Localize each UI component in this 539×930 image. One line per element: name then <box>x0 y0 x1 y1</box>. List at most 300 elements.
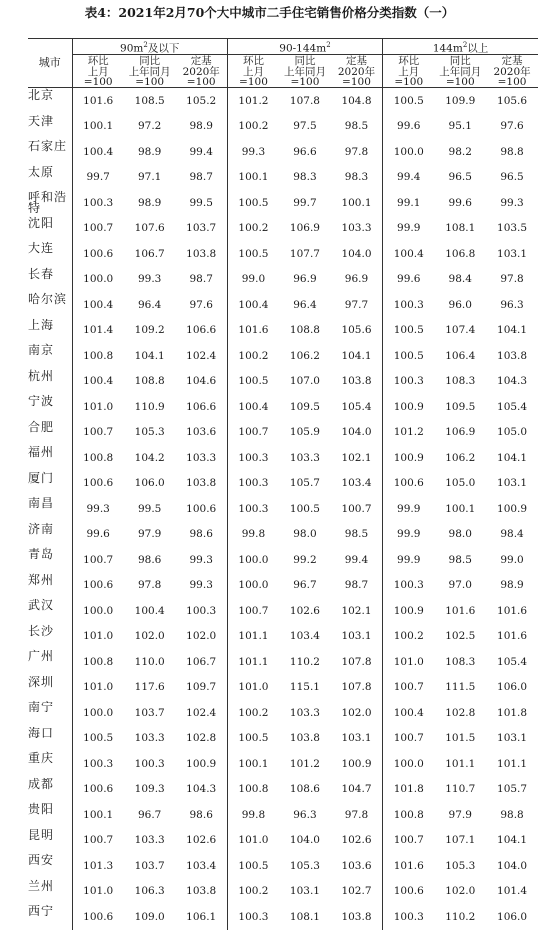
index-value-cell: 109.5 <box>289 400 320 413</box>
city-name-cell: 长春 <box>28 266 55 281</box>
table-row <box>28 394 538 420</box>
index-value-cell: 98.7 <box>344 579 369 592</box>
index-value-cell: 104.1 <box>497 451 528 464</box>
index-value-cell: 98.7 <box>189 171 213 184</box>
index-value-cell: 100.2 <box>227 114 279 140</box>
table-row <box>28 777 538 803</box>
index-value-cell: 97.9 <box>137 528 162 541</box>
index-value-cell: 110.2 <box>289 655 320 668</box>
index-value-cell: 117.6 <box>134 681 165 694</box>
index-value-cell: 101.0 <box>72 675 124 701</box>
index-value-cell: 103.3 <box>341 222 372 235</box>
table-row <box>28 445 538 471</box>
table-row <box>28 828 538 854</box>
index-value-cell: 100.8 <box>72 343 124 369</box>
table-body <box>28 88 538 930</box>
index-value-cell: 100.0 <box>383 751 435 777</box>
index-value-cell: 101.0 <box>383 649 435 675</box>
table-row <box>28 267 538 293</box>
index-value-cell: 101.4 <box>497 885 528 898</box>
table-row <box>28 904 538 930</box>
index-value-cell: 100.5 <box>227 241 279 267</box>
index-value-cell: 100.3 <box>383 369 435 395</box>
index-value-cell: 103.7 <box>134 859 165 872</box>
index-value-cell: 100.5 <box>227 190 279 216</box>
index-value-cell: 102.6 <box>341 834 372 847</box>
index-value-cell: 110.0 <box>134 655 165 668</box>
table-row <box>28 369 538 395</box>
index-value-cell: 98.3 <box>293 171 317 184</box>
index-value-cell: 100.3 <box>227 904 279 930</box>
index-value-cell: 104.3 <box>497 375 528 388</box>
city-name-cell: 厦门 <box>28 470 55 485</box>
city-name-cell: 沈阳 <box>28 215 55 230</box>
group-header-medium: $90-144m^2$ <box>227 39 382 55</box>
index-value-cell: 100.4 <box>383 241 435 267</box>
index-value-cell: 100.0 <box>227 573 279 599</box>
table-row <box>28 726 538 752</box>
index-value-cell: 102.4 <box>186 349 217 362</box>
index-value-cell: 103.7 <box>186 222 217 235</box>
index-value-cell: 97.8 <box>137 579 162 592</box>
index-value-cell: 99.5 <box>189 196 213 209</box>
index-value-cell: 100.0 <box>227 547 279 573</box>
city-name-cell: 贵阳 <box>28 802 55 816</box>
index-value-cell: 100.6 <box>186 502 217 515</box>
index-value-cell: 100.3 <box>227 496 279 522</box>
index-value-cell: 100.3 <box>134 757 165 770</box>
table-row <box>28 879 538 905</box>
index-value-cell: 102.0 <box>186 630 217 643</box>
index-value-cell: 105.0 <box>497 426 528 439</box>
index-value-cell: 100.3 <box>383 904 435 930</box>
index-value-cell: 104.1 <box>497 834 528 847</box>
index-value-cell: 104.8 <box>341 94 372 107</box>
index-value-cell: 102.0 <box>341 706 372 719</box>
index-value-cell: 101.5 <box>445 732 476 745</box>
index-value-cell: 100.2 <box>227 700 279 726</box>
index-value-cell: 99.4 <box>383 165 435 191</box>
index-value-cell: 108.8 <box>289 324 320 337</box>
index-value-cell: 104.1 <box>134 349 165 362</box>
index-value-cell: 100.9 <box>341 757 372 770</box>
index-value-cell: 100.2 <box>383 624 435 650</box>
header-sub1-cell: 定基 <box>345 55 367 67</box>
city-name-cell: 西安 <box>28 853 55 867</box>
header-sub3-cell: =100 <box>279 77 331 88</box>
index-value-cell: 106.4 <box>445 349 476 362</box>
index-value-cell: 100.5 <box>227 726 279 752</box>
index-value-cell: 101.2 <box>383 420 435 446</box>
index-value-cell: 98.8 <box>500 808 524 821</box>
index-value-cell: 105.3 <box>289 859 320 872</box>
city-name-cell: 济南 <box>28 521 55 536</box>
index-value-cell: 103.8 <box>497 349 528 362</box>
index-value-cell: 105.6 <box>341 324 372 337</box>
index-value-cell: 102.8 <box>445 706 476 719</box>
index-value-cell: 105.7 <box>289 477 320 490</box>
city-name-cell: 海口 <box>28 725 55 740</box>
index-value-cell: 103.4 <box>341 477 372 490</box>
header-sub1-cell: 定基 <box>501 55 523 67</box>
table-title: 表4：2021年2月70个大中城市二手住宅销售价格分类指数（一） <box>84 5 455 20</box>
index-value-cell: 100.6 <box>383 471 435 497</box>
index-value-cell: 99.7 <box>293 196 317 209</box>
index-value-cell: 101.6 <box>383 853 435 879</box>
index-value-cell: 100.9 <box>186 757 217 770</box>
index-value-cell: 100.7 <box>72 216 124 242</box>
index-value-cell: 97.5 <box>293 120 317 133</box>
index-value-cell: 101.0 <box>227 675 279 701</box>
index-value-cell: 103.1 <box>289 885 320 898</box>
index-value-cell: 108.8 <box>134 375 165 388</box>
index-value-cell: 109.5 <box>445 400 476 413</box>
index-value-cell: 98.9 <box>137 196 162 209</box>
index-value-cell: 105.0 <box>445 477 476 490</box>
index-value-cell: 104.2 <box>134 451 165 464</box>
index-value-cell: 103.1 <box>497 732 528 745</box>
index-value-cell: 100.4 <box>383 700 435 726</box>
index-value-cell: 101.1 <box>445 757 476 770</box>
index-value-cell: 111.5 <box>445 681 476 694</box>
index-value-cell: 99.8 <box>227 802 279 828</box>
table-row <box>28 165 538 191</box>
index-value-cell: 106.7 <box>134 247 165 260</box>
header-sub3-cell: =100 <box>434 77 486 88</box>
header-sub2-cell: 上月 <box>72 67 124 77</box>
header-sub1-cell: 同比 <box>449 55 471 67</box>
city-name-cell: 福州 <box>28 445 55 459</box>
header-sub2-cell: 上年同月 <box>128 66 171 78</box>
city-name-cell: 深圳 <box>28 674 55 689</box>
city-name-cell: 大连 <box>28 241 55 255</box>
index-value-cell: 101.0 <box>72 879 124 905</box>
index-value-cell: 106.2 <box>445 451 476 464</box>
index-value-cell: 100.1 <box>341 196 372 209</box>
index-value-cell: 98.4 <box>448 273 472 286</box>
index-value-cell: 101.0 <box>72 624 124 650</box>
header-sub3-cell: =100 <box>124 77 176 88</box>
index-value-cell: 103.1 <box>497 477 528 490</box>
index-value-cell: 100.1 <box>72 802 124 828</box>
index-value-cell: 107.8 <box>341 681 372 694</box>
header-sub1-cell: 环比 <box>72 55 124 68</box>
index-value-cell: 95.1 <box>448 120 472 133</box>
index-value-cell: 105.4 <box>341 400 372 413</box>
index-value-cell: 102.6 <box>186 834 217 847</box>
table-row <box>28 802 538 828</box>
city-name-cell: 天津 <box>28 113 55 128</box>
index-value-cell: 98.5 <box>448 553 472 566</box>
table-row <box>28 88 538 114</box>
index-value-cell: 96.5 <box>448 171 472 184</box>
index-value-cell: 100.3 <box>383 292 435 318</box>
header-sub3-cell: =100 <box>486 77 538 88</box>
index-value-cell: 99.6 <box>383 114 435 140</box>
index-value-cell: 100.6 <box>72 573 124 599</box>
table-row <box>28 751 538 777</box>
index-value-cell: 99.9 <box>383 496 435 522</box>
table-row <box>28 318 538 344</box>
table-row <box>28 700 538 726</box>
city-name-cell: 南昌 <box>28 496 55 510</box>
index-value-cell: 108.3 <box>445 655 476 668</box>
index-value-cell: 97.6 <box>189 298 213 311</box>
index-value-cell: 103.8 <box>289 732 320 745</box>
index-value-cell: 97.0 <box>448 579 472 592</box>
index-value-cell: 98.6 <box>137 553 162 566</box>
table-row <box>28 241 538 267</box>
index-value-cell: 106.6 <box>186 400 217 413</box>
index-value-cell: 108.1 <box>445 222 476 235</box>
index-value-cell: 102.0 <box>134 630 165 643</box>
header-sub2-cell: 上年同月 <box>439 66 482 78</box>
index-value-cell: 100.6 <box>72 471 124 497</box>
index-value-cell: 100.5 <box>383 318 435 344</box>
index-value-cell: 100.3 <box>227 445 279 471</box>
index-value-cell: 109.2 <box>134 324 165 337</box>
index-value-cell: 97.9 <box>448 808 472 821</box>
header-sub1-cell: 同比 <box>139 55 161 67</box>
index-value-cell: 96.5 <box>500 171 524 184</box>
index-value-cell: 105.9 <box>289 426 320 439</box>
price-index-table <box>28 38 538 930</box>
index-value-cell: 107.0 <box>289 375 320 388</box>
index-value-cell: 107.1 <box>445 834 476 847</box>
header-sub3-cell: =100 <box>176 77 228 88</box>
index-value-cell: 107.6 <box>134 222 165 235</box>
index-value-cell: 99.3 <box>137 273 162 286</box>
index-value-cell: 98.4 <box>500 528 524 541</box>
index-value-cell: 100.9 <box>383 445 435 471</box>
index-value-cell: 101.1 <box>227 624 279 650</box>
index-value-cell: 101.6 <box>72 88 124 114</box>
index-value-cell: 100.5 <box>289 502 320 515</box>
index-value-cell: 97.1 <box>137 171 162 184</box>
index-value-cell: 99.3 <box>72 496 124 522</box>
index-value-cell: 98.5 <box>344 528 369 541</box>
city-name-cell: 兰州 <box>28 878 55 893</box>
index-value-cell: 103.5 <box>497 222 528 235</box>
index-value-cell: 100.8 <box>72 649 124 675</box>
index-value-cell: 103.3 <box>289 451 320 464</box>
index-value-cell: 98.3 <box>344 171 369 184</box>
index-value-cell: 100.3 <box>227 471 279 497</box>
table-row <box>28 675 538 701</box>
table-row <box>28 496 538 522</box>
index-value-cell: 98.7 <box>189 273 213 286</box>
index-value-cell: 100.8 <box>227 777 279 803</box>
index-value-cell: 104.0 <box>289 834 320 847</box>
index-value-cell: 100.4 <box>72 369 124 395</box>
index-value-cell: 96.7 <box>293 579 317 592</box>
city-name-cell: 重庆 <box>28 751 55 765</box>
city-name-cell: 太原 <box>28 164 55 179</box>
index-value-cell: 102.4 <box>186 706 217 719</box>
index-value-cell: 99.7 <box>72 165 124 191</box>
index-value-cell: 103.8 <box>341 375 372 388</box>
index-value-cell: 98.9 <box>137 145 162 158</box>
index-value-cell: 110.7 <box>445 783 476 796</box>
index-value-cell: 99.9 <box>383 522 435 548</box>
index-value-cell: 104.1 <box>341 349 372 362</box>
index-value-cell: 100.0 <box>383 139 435 165</box>
index-value-cell: 96.3 <box>293 808 317 821</box>
index-value-cell: 107.8 <box>289 94 320 107</box>
index-value-cell: 101.2 <box>227 88 279 114</box>
index-value-cell: 100.9 <box>497 502 528 515</box>
header-sub3-cell: =100 <box>383 77 435 88</box>
index-value-cell: 99.6 <box>383 267 435 293</box>
index-value-cell: 99.0 <box>227 267 279 293</box>
index-value-cell: 99.8 <box>227 522 279 548</box>
table-row <box>28 471 538 497</box>
index-value-cell: 104.6 <box>186 375 217 388</box>
index-value-cell: 100.4 <box>72 139 124 165</box>
index-value-cell: 100.7 <box>341 502 372 515</box>
index-value-cell: 103.7 <box>134 706 165 719</box>
index-value-cell: 100.7 <box>227 420 279 446</box>
index-value-cell: 100.7 <box>383 828 435 854</box>
index-value-cell: 101.1 <box>497 757 528 770</box>
index-value-cell: 97.8 <box>344 145 369 158</box>
header-row-base-value <box>28 77 538 88</box>
index-value-cell: 104.0 <box>341 247 372 260</box>
index-value-cell: 109.9 <box>445 94 476 107</box>
index-value-cell: 100.2 <box>227 879 279 905</box>
city-name-cell: 杭州 <box>28 368 55 383</box>
index-value-cell: 96.9 <box>344 273 369 286</box>
index-value-cell: 97.8 <box>344 808 369 821</box>
index-value-cell: 108.1 <box>289 910 320 923</box>
index-value-cell: 104.1 <box>497 324 528 337</box>
index-value-cell: 100.3 <box>72 190 124 216</box>
index-value-cell: 100.9 <box>383 598 435 624</box>
index-value-cell: 100.6 <box>72 777 124 803</box>
header-sub1-cell: 环比 <box>227 55 279 68</box>
index-value-cell: 99.9 <box>383 216 435 242</box>
index-value-cell: 105.4 <box>497 655 528 668</box>
index-value-cell: 99.3 <box>227 139 279 165</box>
index-value-cell: 100.7 <box>72 420 124 446</box>
table-row <box>28 573 538 599</box>
city-name-cell: 昆明 <box>28 827 55 842</box>
header-sub3-cell: =100 <box>227 77 279 88</box>
index-value-cell: 100.4 <box>227 292 279 318</box>
city-name-cell: 南京 <box>28 343 55 357</box>
index-value-cell: 99.3 <box>189 553 213 566</box>
index-value-cell: 106.8 <box>445 247 476 260</box>
index-value-cell: 108.3 <box>445 375 476 388</box>
header-sub1-cell: 环比 <box>383 55 435 68</box>
header-sub2-cell: 2020年 <box>182 66 220 78</box>
index-value-cell: 100.5 <box>383 88 435 114</box>
index-value-cell: 100.8 <box>72 445 124 471</box>
index-value-cell: 100.1 <box>72 114 124 140</box>
table-row <box>28 624 538 650</box>
index-value-cell: 103.4 <box>289 630 320 643</box>
city-name-cell: 石家庄 <box>28 139 68 153</box>
index-value-cell: 101.0 <box>227 828 279 854</box>
table-row <box>28 216 538 242</box>
index-value-cell: 103.3 <box>186 451 217 464</box>
index-value-cell: 104.0 <box>497 859 528 872</box>
index-value-cell: 100.9 <box>383 394 435 420</box>
index-value-cell: 97.8 <box>500 273 524 286</box>
table-row <box>28 853 538 879</box>
header-sub2-cell: 上年同月 <box>283 66 326 78</box>
index-value-cell: 103.1 <box>341 630 372 643</box>
index-value-cell: 109.0 <box>134 910 165 923</box>
index-value-cell: 101.6 <box>497 630 528 643</box>
index-value-cell: 108.5 <box>134 94 165 107</box>
index-value-cell: 107.4 <box>445 324 476 337</box>
index-value-cell: 98.6 <box>189 808 213 821</box>
index-value-cell: 100.7 <box>383 726 435 752</box>
index-value-cell: 106.3 <box>134 885 165 898</box>
index-value-cell: 102.8 <box>186 732 217 745</box>
header-sub1-cell: 同比 <box>294 55 316 67</box>
index-value-cell: 100.7 <box>227 598 279 624</box>
index-value-cell: 105.3 <box>445 859 476 872</box>
city-name-cell: 上海 <box>28 317 55 332</box>
index-value-cell: 100.6 <box>383 879 435 905</box>
index-value-cell: 104.0 <box>341 426 372 439</box>
index-value-cell: 98.0 <box>293 528 317 541</box>
city-name-cell: 北京 <box>28 88 55 102</box>
index-value-cell: 100.2 <box>227 216 279 242</box>
table-row <box>28 598 538 624</box>
index-value-cell: 99.0 <box>500 553 524 566</box>
index-value-cell: 96.4 <box>293 298 317 311</box>
index-value-cell: 96.3 <box>500 298 524 311</box>
index-value-cell: 105.2 <box>186 94 217 107</box>
index-value-cell: 101.0 <box>72 394 124 420</box>
group-header-small: $90m^2$及以下 <box>72 39 227 55</box>
index-value-cell: 96.7 <box>137 808 162 821</box>
index-value-cell: 99.6 <box>448 196 472 209</box>
table-row <box>28 649 538 675</box>
index-value-cell: 100.4 <box>134 604 165 617</box>
index-value-cell: 100.8 <box>383 802 435 828</box>
index-value-cell: 99.5 <box>137 502 162 515</box>
index-value-cell: 102.5 <box>445 630 476 643</box>
index-value-cell: 101.6 <box>497 604 528 617</box>
index-value-cell: 96.4 <box>137 298 162 311</box>
city-name-cell: 西宁 <box>28 904 55 918</box>
table-row <box>28 139 538 165</box>
index-value-cell: 104.3 <box>186 783 217 796</box>
index-value-cell: 103.1 <box>497 247 528 260</box>
index-value-cell: 110.2 <box>445 910 476 923</box>
index-value-cell: 100.4 <box>72 292 124 318</box>
index-value-cell: 109.7 <box>186 681 217 694</box>
index-value-cell: 101.6 <box>445 604 476 617</box>
header-sub2-cell: 上月 <box>227 67 279 77</box>
index-value-cell: 105.3 <box>134 426 165 439</box>
index-value-cell: 99.2 <box>293 553 317 566</box>
index-value-cell: 101.8 <box>497 706 528 719</box>
city-name-cell: 广州 <box>28 649 55 663</box>
index-value-cell: 104.7 <box>341 783 372 796</box>
index-value-cell: 100.7 <box>72 828 124 854</box>
price-index-table-container <box>28 38 538 930</box>
index-value-cell: 101.4 <box>72 318 124 344</box>
index-value-cell: 106.2 <box>289 349 320 362</box>
index-value-cell: 96.0 <box>448 298 472 311</box>
index-value-cell: 100.3 <box>186 604 217 617</box>
index-value-cell: 100.5 <box>227 853 279 879</box>
